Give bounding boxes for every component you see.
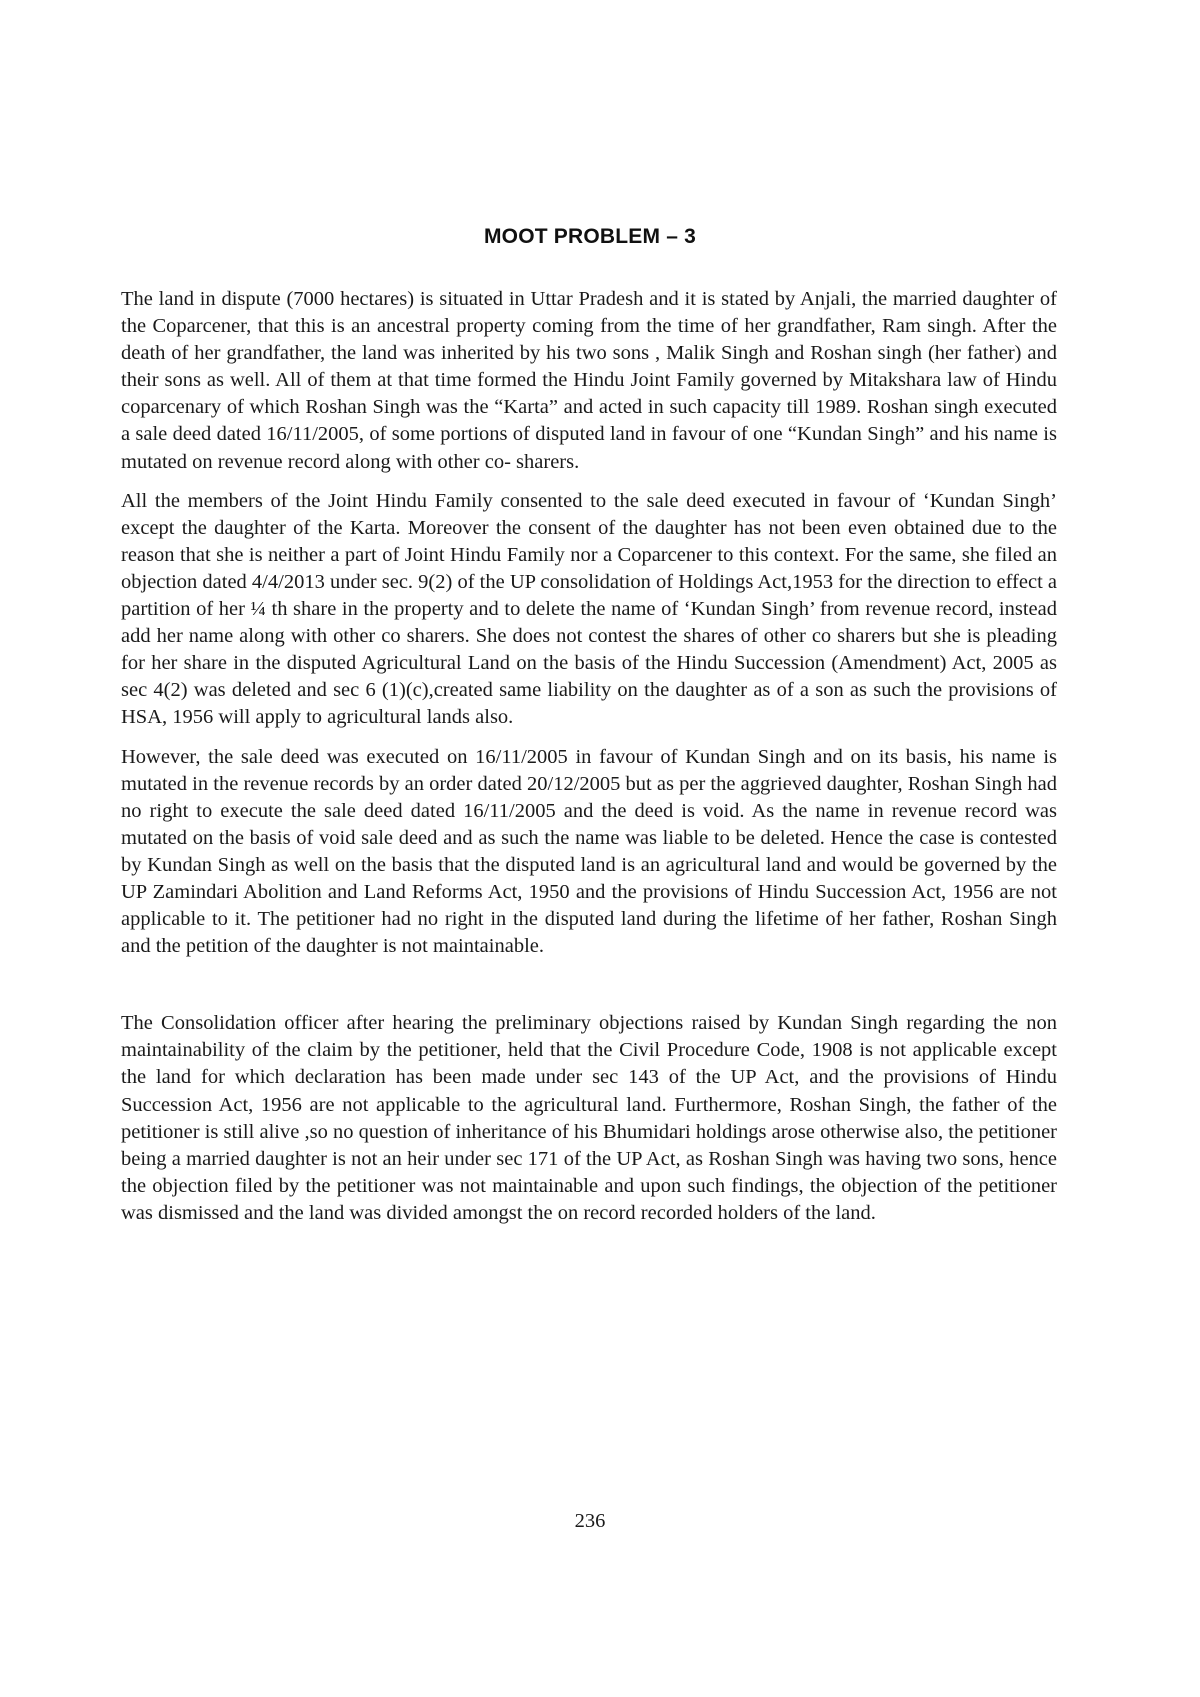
paragraph-4: The Consolidation officer after hearing the preliminary objections raised by Kundan Singh regarding the non maintainability of the claim by the petitioner, held that the Civil Procedure Code, 1908 is not applicable except the land for which declaration has been made under sec 143 of the UP Act, and the provisions of Hindu Succession Act, 1956 are not applicable to the agricultural land. Furthermore, Roshan Singh, the father of the petitioner is still alive ,so no question of inheritance of his Bhumidari holdings arose otherwise also, the petitioner being a married daughter is not an heir under sec 171 of the UP Act, as Roshan Singh was having two sons, hence the objection filed by the petitioner was not maintainable and upon such findings, the objection of the petitioner was dismissed and the land was divided amongst the on record recorded holders of the land. <box>121 1012 1057 1224</box>
document-body <box>121 286 1057 1239</box>
page-number: 236 <box>574 1510 606 1532</box>
paragraph-3: However, the sale deed was executed on 16/11/2005 in favour of Kundan Singh and on its basis, his name is mutated in the revenue records by an order dated 20/12/2005 but as per the aggrieved daughter, Roshan Singh had no right to execute the sale deed dated 16/11/2005 and the deed is void. As the name in revenue record was mutated on the basis of void sale deed and as such the name was liable to be deleted. Hence the case is contested by Kundan Singh as well on the basis that the disputed land is an agricultural land and would be governed by the UP Zamindari Abolition and Land Reforms Act, 1950 and the provisions of Hindu Succession Act, 1956 are not applicable to it. The petitioner had no right in the disputed land during the lifetime of her father, Roshan Singh and the petition of the daughter is not maintainable. <box>121 745 1057 958</box>
document-title: MOOT PROBLEM – 3 <box>483 225 697 248</box>
paragraph-2: All the members of the Joint Hindu Family consented to the sale deed executed in favour of ‘Kundan Singh’ except the daughter of the Karta. Moreover the consent of the daughter has not been even obtained due to the reason that she is neither a part of Joint Hindu Family nor a Coparcener to this context. For the same, she filed an objection dated 4/4/2013 under sec. 9(2) of the UP consolidation of Holdings Act,1953 for the direction to effect a partition of her ¼ th share in the property and to delete the name of ‘Kundan Singh’ from revenue record, instead add her name along with other co sharers. She does not contest the shares of other co sharers but she is pleading for her share in the disputed Agricultural Land on the basis of the Hindu Succession (Amendment) Act, 2005 as sec 4(2) was deleted and sec 6 (1)(c),created same liability on the daughter as of a son as such the provisions of HSA, 1956 will apply to agricultural lands also. <box>121 489 1057 729</box>
paragraph-1: The land in dispute (7000 hectares) is situated in Uttar Pradesh and it is stated by Anjali, the married daughter of the Coparcener, that this is an ancestral property coming from the time of her grandfather, Ram singh. After the death of her grandfather, the land was inherited by his two sons , Malik Singh and Roshan singh (her father) and their sons as well. All of them at that time formed the Hindu Joint Family governed by Mitakshara law of Hindu coparcenary of which Roshan Singh was the “Karta” and acted in such capacity till 1989. Roshan singh executed a sale deed dated 16/11/2005, of some portions of disputed land in favour of one “Kundan Singh” and his name is mutated on revenue record along with other co- sharers. <box>121 288 1057 473</box>
